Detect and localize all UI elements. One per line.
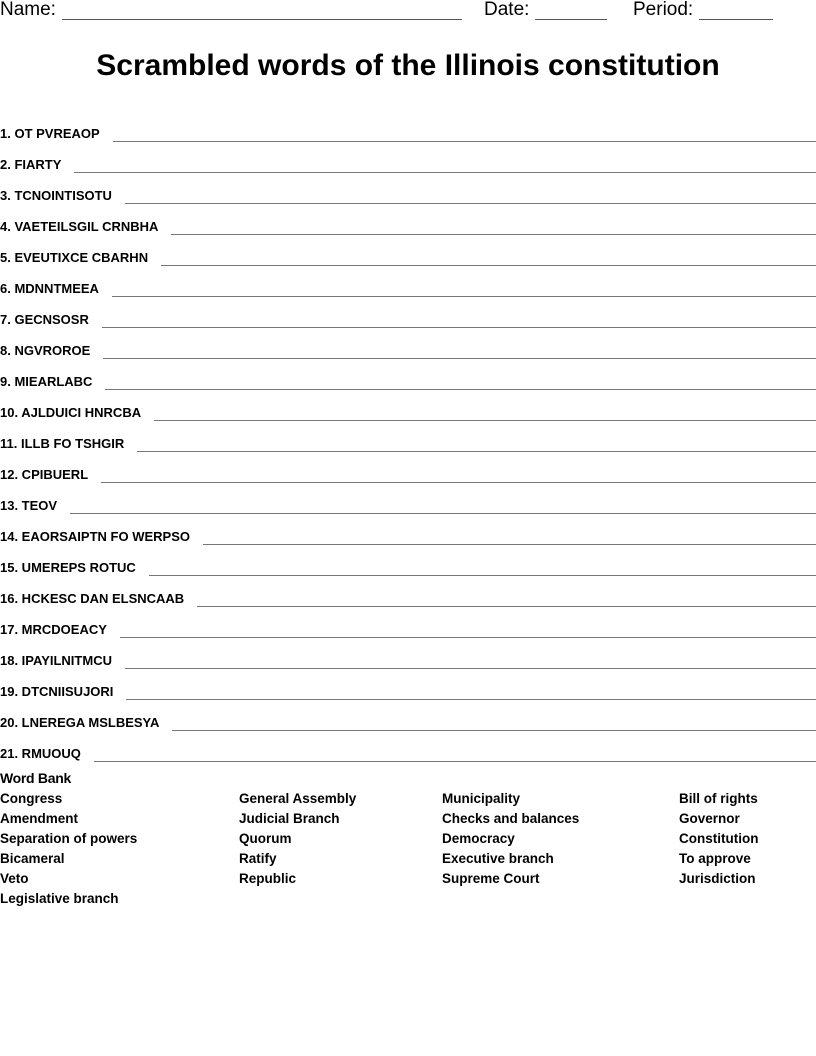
scrambled-word: 10. AJLDUICI HNRCBA <box>0 405 142 420</box>
answer-line[interactable] <box>113 129 816 142</box>
period-label: Period: <box>633 0 694 20</box>
scrambled-word: 13. TEOV <box>0 498 58 513</box>
word-bank-item: Bicameral <box>0 851 65 866</box>
scrambled-word: 21. RMUOUQ <box>0 746 81 761</box>
word-bank-item: Democracy <box>442 831 515 846</box>
scrambled-word: 12. CPIBUERL <box>0 467 89 482</box>
answer-line[interactable] <box>197 594 816 607</box>
answer-line[interactable] <box>154 408 816 421</box>
name-label: Name: <box>0 0 56 20</box>
word-bank-item: Governor <box>679 811 740 826</box>
date-blank[interactable] <box>535 3 607 20</box>
period-blank[interactable] <box>699 3 773 20</box>
answer-line[interactable] <box>103 346 816 359</box>
word-bank-item: Municipality <box>442 791 521 806</box>
period-field[interactable] <box>633 0 773 20</box>
scrambled-word: 5. EVEUTIXCE CBARHN <box>0 250 149 265</box>
answer-line[interactable] <box>102 315 816 328</box>
name-field[interactable] <box>0 0 462 20</box>
word-bank-title: Word Bank <box>0 770 71 786</box>
scrambled-word: 6. MDNNTMEEA <box>0 281 99 296</box>
scrambled-word: 18. IPAYILNITMCU <box>0 653 112 668</box>
answer-line[interactable] <box>149 563 816 576</box>
question-row <box>0 267 816 298</box>
word-bank-item: Checks and balances <box>442 811 580 826</box>
question-row <box>0 515 816 546</box>
answer-line[interactable] <box>94 749 816 762</box>
question-row <box>0 453 816 484</box>
word-bank-item: Supreme Court <box>442 871 540 886</box>
question-row <box>0 391 816 422</box>
answer-line[interactable] <box>137 439 816 452</box>
answer-line[interactable] <box>101 470 816 483</box>
answer-line[interactable] <box>120 625 816 638</box>
question-row <box>0 546 816 577</box>
question-row <box>0 329 816 360</box>
question-row <box>0 298 816 329</box>
answer-line[interactable] <box>125 656 816 669</box>
answer-line[interactable] <box>125 191 816 204</box>
scrambled-word: 14. EAORSAIPTN FO WERPSO <box>0 529 190 544</box>
question-row <box>0 701 816 732</box>
scrambled-word: 3. TCNOINTISOTU <box>0 188 112 203</box>
scrambled-word: 20. LNEREGA MSLBESYA <box>0 715 160 730</box>
answer-line[interactable] <box>161 253 816 266</box>
answer-line[interactable] <box>105 377 816 390</box>
answer-line[interactable] <box>126 687 816 700</box>
scrambled-word: 17. MRCDOEACY <box>0 622 107 637</box>
word-bank-item: Congress <box>0 791 63 806</box>
scrambled-word: 11. ILLB FO TSHGIR <box>0 436 125 451</box>
word-bank-item: Quorum <box>239 831 292 846</box>
question-row <box>0 484 816 515</box>
word-bank-item: General Assembly <box>239 791 357 806</box>
question-row <box>0 205 816 236</box>
answer-line[interactable] <box>203 532 816 545</box>
word-bank-item: To approve <box>679 851 751 866</box>
question-row <box>0 577 816 608</box>
question-list <box>0 112 816 763</box>
word-bank-item: Legislative branch <box>0 891 119 906</box>
word-bank-item: Jurisdiction <box>679 871 756 886</box>
answer-line[interactable] <box>172 718 816 731</box>
question-row <box>0 360 816 391</box>
question-row <box>0 639 816 670</box>
question-row <box>0 608 816 639</box>
scrambled-word: 15. UMEREPS ROTUC <box>0 560 136 575</box>
answer-line[interactable] <box>112 284 816 297</box>
word-bank-item: Amendment <box>0 811 79 826</box>
word-bank-item: Constitution <box>679 831 759 846</box>
question-row <box>0 112 816 143</box>
scrambled-word: 4. VAETEILSGIL CRNBHA <box>0 219 159 234</box>
page-title: Scrambled words of the Illinois constitution <box>96 49 720 82</box>
scrambled-word: 16. HCKESC DAN ELSNCAAB <box>0 591 185 606</box>
question-row <box>0 143 816 174</box>
word-bank-item: Veto <box>0 871 29 886</box>
question-row <box>0 236 816 267</box>
question-row <box>0 422 816 453</box>
question-row <box>0 732 816 763</box>
word-bank-item: Judicial Branch <box>239 811 340 826</box>
answer-line[interactable] <box>74 160 816 173</box>
word-bank-item: Ratify <box>239 851 277 866</box>
scrambled-word: 2. FIARTY <box>0 157 62 172</box>
word-bank <box>0 790 816 920</box>
answer-line[interactable] <box>171 222 816 235</box>
answer-line[interactable] <box>70 501 816 514</box>
scrambled-word: 8. NGVROROE <box>0 343 91 358</box>
word-bank-item: Separation of powers <box>0 831 138 846</box>
question-row <box>0 670 816 701</box>
scrambled-word: 7. GECNSOSR <box>0 312 89 327</box>
word-bank-item: Executive branch <box>442 851 554 866</box>
date-field[interactable] <box>484 0 607 20</box>
scrambled-word: 19. DTCNIISUJORI <box>0 684 114 699</box>
word-bank-item: Republic <box>239 871 297 886</box>
word-bank-item: Bill of rights <box>679 791 758 806</box>
header-fields <box>0 0 816 24</box>
scrambled-word: 1. OT PVREAOP <box>0 126 100 141</box>
scrambled-word: 9. MIEARLABC <box>0 374 93 389</box>
date-label: Date: <box>484 0 530 20</box>
question-row <box>0 174 816 205</box>
name-blank[interactable] <box>62 3 462 20</box>
